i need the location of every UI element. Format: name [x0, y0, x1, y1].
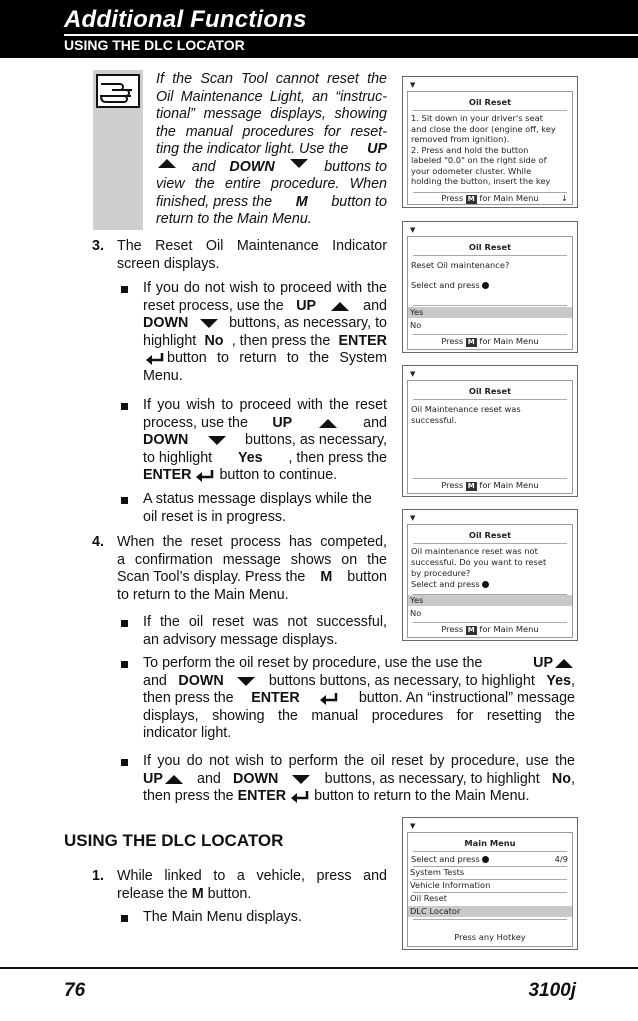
note-text-span: ting the indicator light. Use the	[156, 141, 349, 157]
bullet-line	[143, 432, 387, 450]
up-arrow-icon	[331, 302, 349, 311]
down-label: DOWN	[233, 770, 279, 787]
screen-line: Reset Oil maintenance?	[411, 260, 510, 270]
step-span: Scan Tool’s display. Press the	[117, 569, 306, 585]
step-line: screen displays.	[117, 255, 220, 272]
enter-arrow-icon	[145, 352, 165, 365]
bullet-line	[143, 450, 387, 468]
bullet-span: and	[363, 414, 387, 431]
option-yes[interactable]: Yes	[408, 307, 572, 318]
bullet-line	[143, 673, 575, 691]
screen-span: Select and press	[411, 854, 480, 864]
main-menu-screen	[402, 817, 578, 950]
menu-item-system-tests[interactable]: System Tests	[410, 867, 465, 877]
screen-divider	[413, 851, 567, 852]
bullet-line: If you do not wish to perform the oil reset by procedure, use the	[143, 753, 575, 769]
bullet-line	[143, 298, 387, 316]
m-key-icon: M	[467, 626, 475, 634]
note-text-span: and	[191, 158, 216, 175]
oil-reset-success-screen	[402, 365, 578, 497]
down-label: DOWN	[143, 315, 189, 331]
bullet-span: ,	[571, 672, 575, 689]
footer-text: for Main Menu	[479, 624, 539, 634]
screen-divider	[413, 110, 567, 111]
step-line	[117, 886, 387, 904]
bullet-line	[143, 690, 575, 708]
bullet-span: To perform the oil reset by procedure, use the use the	[143, 655, 483, 671]
menu-item-oil-reset[interactable]: Oil Reset	[410, 893, 447, 903]
bullet-icon	[121, 620, 128, 627]
bullet-span: buttons, as necessary, to	[229, 315, 387, 331]
screen-divider	[413, 622, 567, 623]
bullet-icon	[121, 915, 128, 922]
bullet-span: button to return to the System	[167, 350, 387, 366]
bullet-line: indicator light.	[143, 725, 232, 741]
enter-arrow-icon	[290, 790, 310, 803]
up-label: UP	[272, 414, 293, 431]
screen-line: successful. Do you want to reset	[411, 557, 547, 567]
screen-line: your odometer cluster. While	[411, 165, 532, 176]
down-arrow-icon	[208, 436, 226, 445]
screen-line: and close the door (engine off, key	[411, 123, 556, 134]
enter-label: ENTER	[338, 332, 387, 349]
bullet-line: Menu.	[143, 367, 183, 384]
up-label: UP	[533, 655, 553, 671]
screen-footer	[408, 624, 572, 635]
screen-divider	[413, 334, 567, 335]
bullet-icon	[121, 661, 128, 668]
screen-divider	[413, 305, 567, 306]
bullet-icon	[121, 497, 128, 504]
up-arrow-icon	[555, 659, 573, 668]
screen-footer	[408, 480, 572, 491]
down-label: DOWN	[143, 432, 189, 448]
bullet-span: then press the	[143, 690, 234, 706]
up-label: UP	[296, 297, 317, 314]
bullet-span: highlight	[143, 332, 197, 349]
footer-text: Press	[441, 480, 464, 490]
note-line	[156, 159, 387, 177]
reset-oil-maintenance-screen	[402, 221, 578, 353]
screen-frame	[407, 236, 573, 350]
screen-line: Oil maintenance reset was not	[411, 546, 538, 556]
footer-text: Press	[441, 193, 464, 203]
page-number: 76	[64, 980, 86, 1001]
bullet-span: reset process, use the	[143, 297, 284, 314]
m-key-icon: M	[467, 195, 475, 203]
header-divider	[64, 34, 638, 36]
bullet-line: an advisory message displays.	[143, 631, 338, 648]
note-line	[156, 194, 387, 212]
step3-text	[117, 238, 387, 273]
down-arrow-icon	[290, 159, 308, 168]
bullet-line: If you do not wish to proceed with the	[143, 280, 387, 296]
screen-span: Select and press	[411, 280, 480, 290]
down-arrow-icon	[237, 677, 255, 686]
step-span: button.	[203, 885, 252, 902]
footer-text: Press	[441, 624, 464, 634]
bullet-span: , then press the	[231, 332, 331, 349]
step-span: button	[347, 569, 387, 585]
screen-frame	[407, 380, 573, 494]
note-line: the manual procedures for reset-	[156, 123, 387, 140]
bullet-line: If the oil reset was not successful,	[143, 614, 387, 630]
oil-reset-failed-screen	[402, 509, 578, 641]
screen-frame	[407, 832, 573, 947]
option-no[interactable]: No	[410, 320, 422, 330]
screen-footer	[408, 193, 572, 204]
step-number: 1.	[92, 868, 104, 884]
bullet-icon	[121, 759, 128, 766]
option-yes[interactable]: Yes	[408, 595, 572, 606]
bullet-icon	[121, 403, 128, 410]
note-text	[156, 71, 387, 229]
screen-footer: Press any Hotkey	[454, 932, 526, 942]
screen-title: Oil Reset	[468, 242, 512, 252]
section-title: Additional Functions	[64, 6, 307, 33]
bullet-line: displays, showing the manual procedures for resetting the	[143, 707, 575, 724]
screen-line: labeled "0.0" on the right side of	[411, 155, 547, 165]
bullet-span: and	[197, 770, 221, 787]
screen-title: Oil Reset	[468, 97, 512, 107]
m-label: M	[191, 885, 204, 902]
screen-line: Oil Maintenance reset was	[411, 404, 521, 414]
down-label: DOWN	[229, 158, 275, 175]
screen-line: 2. Press and hold the button	[411, 144, 529, 155]
bullet-line	[143, 655, 575, 673]
instruction-lines	[411, 113, 569, 187]
no-label: No	[204, 332, 224, 349]
bullet-span: buttons, as necessary, to highlight	[324, 770, 540, 787]
footer-text: for Main Menu	[479, 480, 539, 490]
down-label: DOWN	[178, 672, 224, 689]
section-subtitle: USING THE DLC LOCATOR	[64, 37, 245, 53]
car-icon: ▼	[410, 81, 416, 89]
bullet-span: button to continue.	[219, 467, 338, 483]
bullet-line	[143, 771, 575, 789]
bullet-line	[143, 350, 387, 368]
dlc-heading: USING THE DLC LOCATOR	[64, 831, 284, 850]
step4-bullet-1	[143, 614, 387, 649]
screen-title: Oil Reset	[468, 530, 512, 540]
screen-title: Main Menu	[464, 838, 516, 848]
yes-label: Yes	[237, 449, 263, 466]
menu-position-count: 4/9	[554, 854, 568, 864]
note-line: view the entire procedure. When	[156, 176, 387, 192]
bullet-line	[143, 315, 387, 333]
note-text-span: finished, press the	[156, 193, 273, 210]
bullet-icon	[121, 286, 128, 293]
screen-line: removed from ignition).	[411, 134, 510, 144]
bullet-span: and	[143, 672, 167, 689]
enter-label: ENTER	[237, 788, 287, 804]
bullet-span: button. An “instructional” message	[358, 690, 575, 706]
up-label: UP	[143, 770, 163, 787]
enter-arrow-icon	[319, 692, 339, 705]
enter-label: ENTER	[143, 467, 192, 483]
step-line: a confirmation message shows on the	[117, 551, 387, 568]
step-span: release the	[117, 885, 192, 902]
footer-divider	[0, 967, 638, 969]
bullet-line: oil reset is in progress.	[143, 508, 287, 525]
screen-frame	[407, 91, 573, 205]
step3-bullet-2	[143, 397, 387, 485]
bullet-span: , then press the	[288, 449, 387, 466]
screen-line: holding the button, insert the key	[411, 176, 551, 186]
screen-line	[411, 579, 566, 590]
enter-button-icon	[482, 581, 489, 588]
screen-divider	[413, 543, 567, 544]
bullet-line: If you wish to proceed with the reset	[143, 397, 387, 413]
up-arrow-icon	[319, 419, 337, 428]
up-arrow-icon	[165, 775, 183, 784]
note-line: return to the Main Menu.	[156, 211, 312, 227]
note-line: Oil Maintenance Light, an “instruc-	[156, 88, 387, 105]
screen-divider	[413, 255, 567, 256]
screen-line: successful.	[411, 415, 457, 425]
note-line	[156, 141, 387, 159]
page-header	[0, 0, 638, 58]
screen-divider	[413, 478, 567, 479]
bullet-span: process, use the	[143, 414, 248, 431]
menu-item-dlc-locator[interactable]: DLC Locator	[408, 906, 572, 917]
screen-line	[411, 854, 566, 865]
enter-arrow-icon	[195, 469, 215, 482]
step3-bullet-1	[143, 280, 387, 385]
bullet-line: A status message displays while the	[143, 491, 372, 507]
step3-bullet-3	[143, 491, 387, 526]
step4-text	[117, 534, 387, 604]
bullet-line	[143, 467, 387, 485]
screen-span: Select and press	[411, 579, 480, 589]
footer-text: for Main Menu	[479, 336, 539, 346]
screen-footer	[408, 336, 572, 347]
note-line: tional” message displays, showing	[156, 106, 387, 122]
screen-divider	[413, 399, 567, 400]
scroll-down-icon: ↓	[561, 193, 568, 203]
down-arrow-icon	[292, 775, 310, 784]
option-no[interactable]: No	[410, 608, 422, 618]
bullet-line	[143, 333, 387, 351]
dlc-bullet: The Main Menu displays.	[143, 909, 302, 925]
bullet-span: buttons buttons, as necessary, to highlight	[268, 672, 535, 689]
note-text-span: buttons to	[324, 158, 387, 175]
step4-bullet-3	[143, 753, 575, 806]
footer-text: Press	[441, 336, 464, 346]
bullet-span: then press the	[143, 788, 234, 804]
m-label: M	[320, 569, 333, 585]
step-line: The Reset Oil Maintenance Indicator	[117, 238, 387, 254]
note-text-span: button to	[331, 193, 387, 210]
model-name: 3100j	[528, 980, 576, 1001]
enter-button-icon	[482, 282, 489, 289]
dlc-step-text	[117, 868, 387, 903]
bullet-span: buttons, as necessary,	[245, 432, 387, 448]
bullet-span: button to return to the Main Menu.	[314, 788, 530, 804]
bullet-span: to highlight	[143, 449, 213, 466]
footer-text: for Main Menu	[479, 193, 539, 203]
enter-button-icon	[482, 856, 489, 863]
pointing-hand-icon	[96, 74, 140, 108]
screen-line: by procedure?	[411, 568, 471, 578]
screen-line: 1. Sit down in your driver's seat	[411, 113, 543, 123]
step-line: While linked to a vehicle, press and	[117, 868, 387, 884]
note-line: If the Scan Tool cannot reset the	[156, 71, 387, 87]
screen-line	[411, 280, 566, 291]
car-icon: ▼	[410, 822, 416, 830]
enter-label: ENTER	[251, 690, 300, 706]
step4-bullet-2	[143, 655, 575, 743]
step-line: to return to the Main Menu.	[117, 586, 289, 603]
no-label: No	[551, 770, 571, 787]
up-label: UP	[367, 141, 387, 157]
screen-title: Oil Reset	[468, 386, 512, 396]
oil-reset-instructions-screen	[402, 76, 578, 208]
bullet-line	[143, 415, 387, 433]
step-line: When the reset process has competed,	[117, 534, 387, 550]
yes-label: Yes	[546, 672, 572, 689]
m-label: M	[295, 193, 308, 210]
bullet-line	[143, 788, 575, 806]
m-key-icon: M	[467, 338, 475, 346]
step-number: 3.	[92, 238, 104, 254]
screen-divider	[413, 919, 567, 920]
car-icon: ▼	[410, 226, 416, 234]
car-icon: ▼	[410, 370, 416, 378]
step-line	[117, 569, 387, 587]
menu-item-vehicle-information[interactable]: Vehicle Information	[410, 880, 491, 890]
up-arrow-icon	[158, 159, 176, 168]
bullet-span: and	[363, 297, 387, 314]
step-number: 4.	[92, 534, 104, 550]
bullet-span: ,	[570, 770, 575, 787]
m-key-icon: M	[467, 482, 475, 490]
down-arrow-icon	[200, 319, 218, 328]
screen-frame	[407, 524, 573, 638]
car-icon: ▼	[410, 514, 416, 522]
